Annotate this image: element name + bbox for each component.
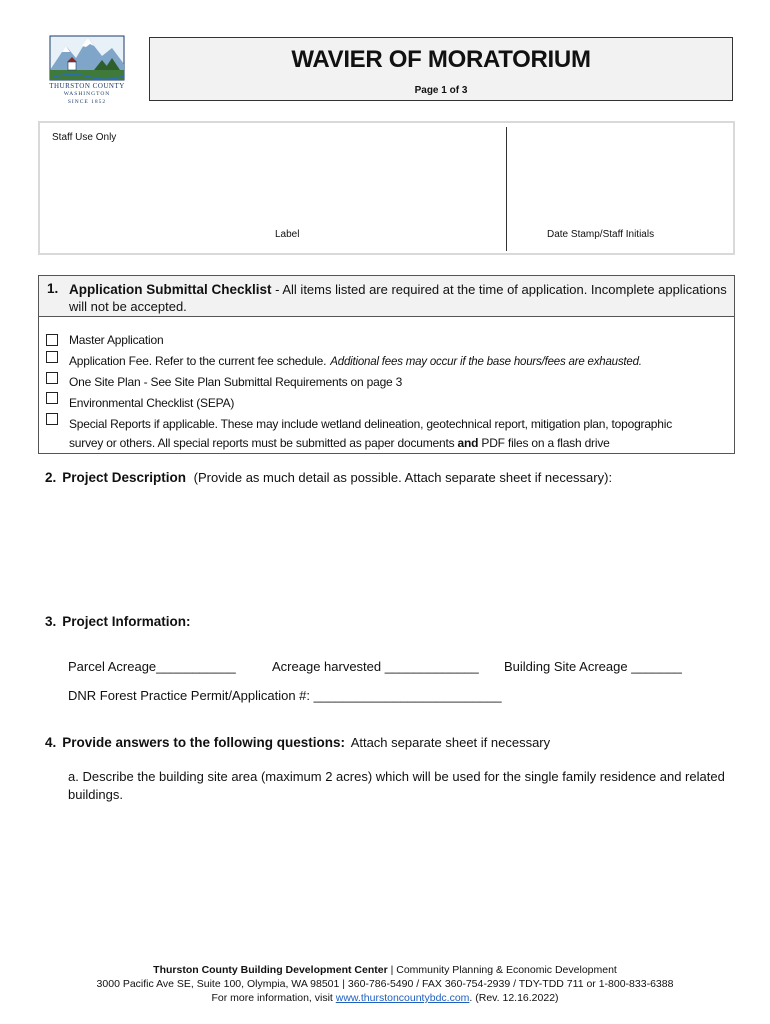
page-number: Page 1 of 3 xyxy=(414,85,468,96)
footer-org: Thurston County Building Development Center xyxy=(153,964,388,976)
checklist-item xyxy=(69,352,642,372)
special-reports-line2: survey or others. All special reports must be submitted as paper documents xyxy=(69,436,458,450)
checklist-item xyxy=(69,415,672,453)
parcel-acreage-field[interactable]: Parcel Acreage___________ xyxy=(68,659,236,674)
footer-address: 3000 Pacific Ave SE, Suite 100, Olympia, WA 98501 | 360-786-5490 / FAX 360-754-2939 / TDY-TDD 711 or 1-800-833-6388 xyxy=(96,978,674,990)
checklist-item xyxy=(69,394,234,413)
checklist-item-note: Additional fees may occur if the base hours/fees are exhausted. xyxy=(330,356,642,368)
website-link[interactable]: www.thurstoncountybdc.com xyxy=(335,992,470,1004)
logo-line-state: WASHINGTON xyxy=(63,91,111,97)
sepa-checklist-checkbox[interactable] xyxy=(46,392,58,404)
question-a-text: a. Describe the building site area (maximum 2 acres) which will be used for the single family residence and related buildings. xyxy=(68,769,725,802)
section-number: 3. xyxy=(45,614,57,629)
date-stamp-caption: Date Stamp/Staff Initials xyxy=(547,229,655,240)
questions-heading: Provide answers to the following questions: xyxy=(62,735,346,750)
dnr-permit-field[interactable]: DNR Forest Practice Permit/Application #: __________________________ xyxy=(68,688,502,703)
submittal-checklist-section xyxy=(38,275,735,454)
checklist-intro-text: All items listed are required at the time of application. Incomplete applications will not be accepted. xyxy=(69,282,727,314)
footer-more-line xyxy=(0,991,770,1005)
special-reports-and: and xyxy=(457,436,479,450)
label-caption: Label xyxy=(275,229,300,240)
questions-section xyxy=(45,735,550,750)
mountain-logo-icon xyxy=(42,30,132,82)
question-a-answer-field[interactable] xyxy=(68,808,732,948)
special-reports-end: PDF files on a flash drive xyxy=(478,436,610,450)
footer-org-line xyxy=(0,963,770,977)
county-logo xyxy=(42,30,132,104)
form-title: WAVIER OF MORATORIUM xyxy=(291,46,591,73)
application-fee-checkbox[interactable] xyxy=(46,351,58,363)
project-description-instructions: (Provide as much detail as possible. Attach separate sheet if necessary): xyxy=(193,470,613,485)
project-description-field[interactable] xyxy=(45,492,735,602)
checklist-item-text: Master Application xyxy=(69,333,164,347)
checklist-item-text-cont xyxy=(69,434,672,453)
project-information-section xyxy=(45,614,191,629)
checklist-item-text: Environmental Checklist (SEPA) xyxy=(69,396,235,410)
footer-more: For more information, visit xyxy=(211,992,336,1004)
checklist-heading: Application Submittal Checklist xyxy=(69,282,272,297)
questions-instructions: Attach separate sheet if necessary xyxy=(350,735,551,750)
checklist-intro xyxy=(69,281,729,315)
checklist-item-text: Special Reports if applicable. These may include wetland delineation, geotechnical report, mitigation plan, topographic xyxy=(69,417,673,431)
section-number: 2. xyxy=(45,470,57,485)
acreage-harvested-field[interactable]: Acreage harvested _____________ xyxy=(272,659,479,674)
section-number: 1. xyxy=(47,281,59,296)
footer-revision: . (Rev. 12.16.2022) xyxy=(469,992,559,1004)
site-plan-checkbox[interactable] xyxy=(46,372,58,384)
checklist-item-text: Application Fee. Refer to the current fee schedule. xyxy=(69,354,327,368)
checklist-header xyxy=(39,276,734,317)
checklist-item-text: One Site Plan - See Site Plan Submittal Requirements on page 3 xyxy=(69,375,403,389)
checklist-item xyxy=(69,373,402,392)
master-application-checkbox[interactable] xyxy=(46,334,58,346)
project-description-heading: Project Description xyxy=(62,470,187,485)
checklist-item xyxy=(69,331,163,350)
logo-line-county: THURSTON COUNTY xyxy=(49,82,125,90)
staff-divider xyxy=(506,127,507,251)
section-number: 4. xyxy=(45,735,57,750)
logo-wordmark xyxy=(42,82,132,106)
title-box xyxy=(149,37,733,101)
special-reports-checkbox[interactable] xyxy=(46,413,58,425)
checklist-dash: - xyxy=(271,282,283,297)
footer xyxy=(0,963,770,1005)
staff-use-title: Staff Use Only xyxy=(52,132,117,143)
project-description-section xyxy=(45,470,612,485)
project-information-heading: Project Information: xyxy=(62,614,191,629)
building-site-acreage-field[interactable]: Building Site Acreage _______ xyxy=(504,659,682,674)
staff-use-box xyxy=(38,121,735,255)
footer-dept: | Community Planning & Economic Development xyxy=(387,964,617,976)
logo-line-since: SINCE 1852 xyxy=(67,99,107,105)
